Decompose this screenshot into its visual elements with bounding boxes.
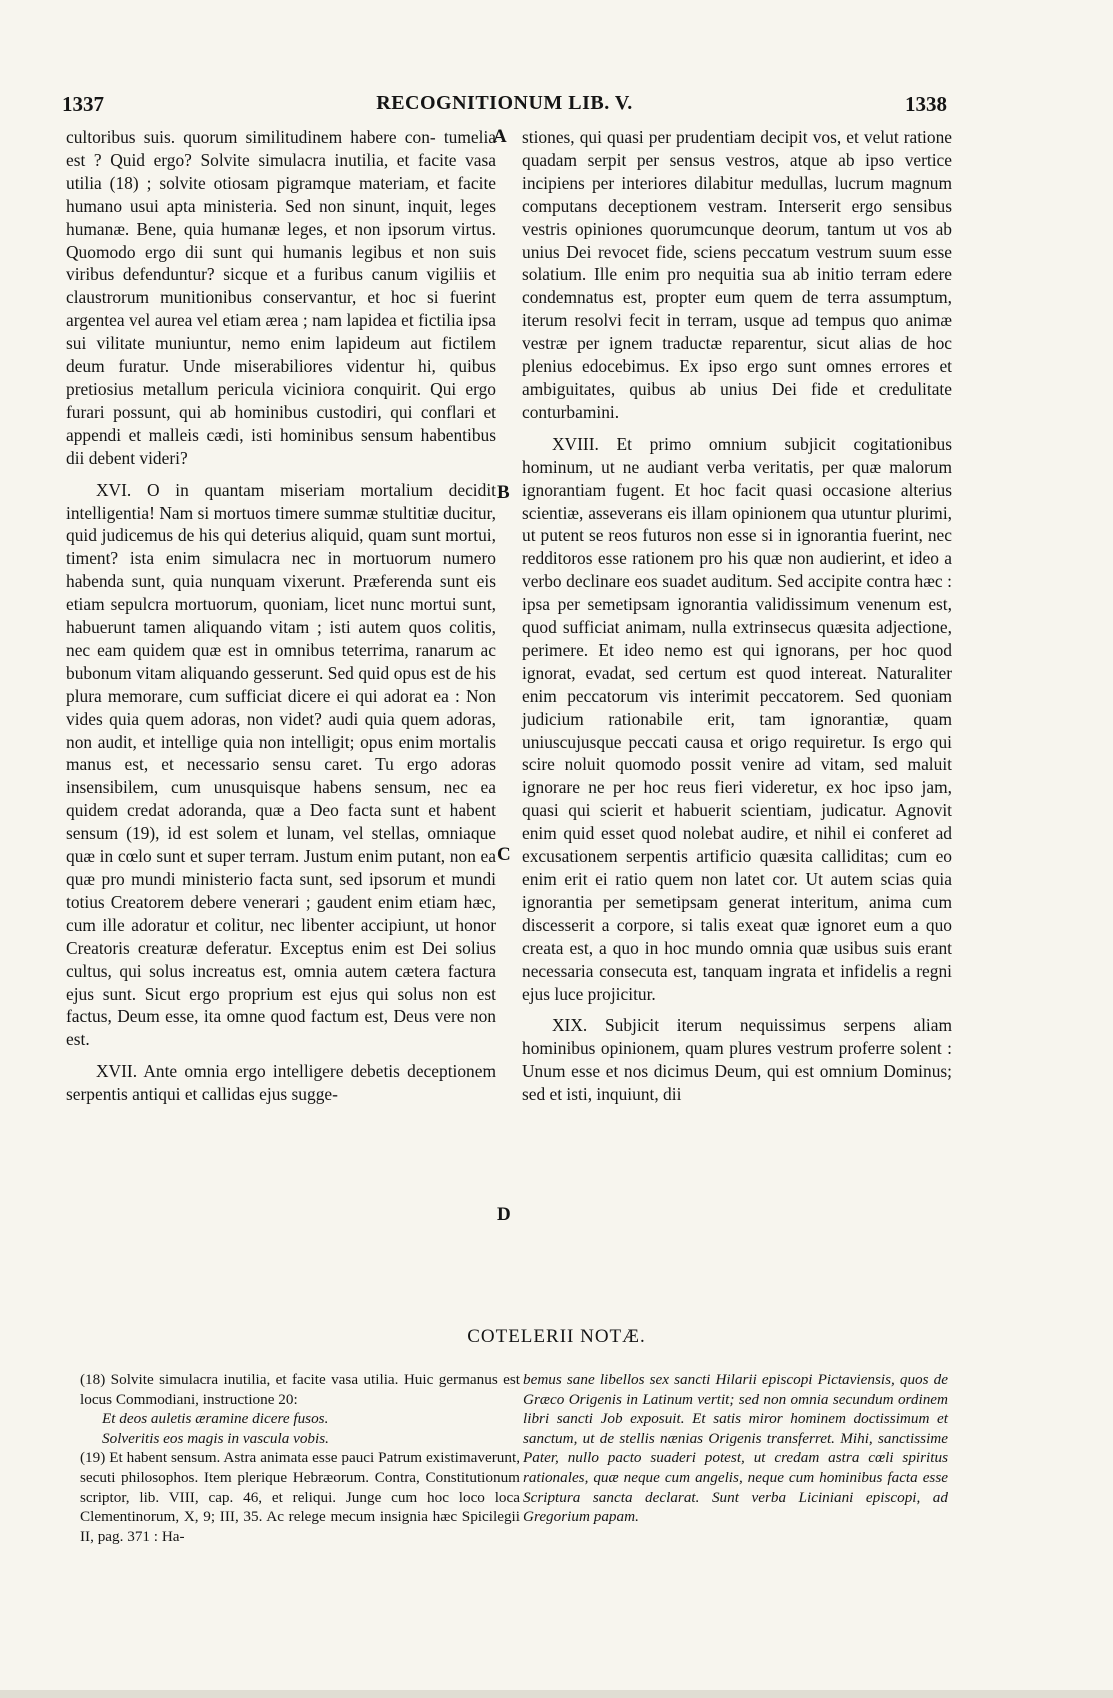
margin-mark-b: B bbox=[497, 482, 510, 503]
running-title: RECOGNITIONUM LIB. V. bbox=[376, 92, 633, 114]
notes-left-column bbox=[80, 1370, 520, 1546]
verse-line: Solveritis eos magis in vascula vobis. bbox=[102, 1429, 329, 1447]
scan-edge bbox=[0, 1690, 1113, 1698]
chapter-xviii: XVIII. Et primo omnium subjicit cogitationibus hominum, ut ne audiant verba veritatis, per quæ malorum ignorantiam fugent. Et hoc facit quasi occasione alterius scientiæ, asseverans eis illam opinionem qua utuntur plurimi, ut putent se reos futuros non esse si in ignorantia fuerint, nec redditoros esse rationem pro his quæ non audierint, et ideo a verbo declinare eos suadet auditum. Sed accipite contra hæc : ipsa per semetipsam ignorantia validissimum venenum est, quod sufficiat animam, nulla extrinsecus quæsita adjectione, perimere. Et ideo nemo est qui ignorans, per hoc quod ignorat, evadat, sed certum est quod intereat. Naturaliter enim peccatorum vis interimit peccatorem. Sed quoniam judicium rationabile erit, tam ignorantiæ, quam uniuscujusque peccati causa et origo requiretur. Is ergo qui scire noluit quomodo possit venire ad vitam, sed maluit ignorare ne per hoc reus fieri videretur, ex hoc ipso jam, quasi qui scierit et habuerit scientiam, judicatur. Agnovit enim quid esset quod nolebat audire, et nihil ei conferet ad excusationem serpentis artificio quæsita calliditas; cum eo enim erit ei ratio quem non latet cor. Ut autem scias quia ignorantia per semetipsam generat interitum, anima cum discesserit a corpore, si talis exeat quæ ignoret eum a quo creata est, a quo in hoc mundo omnia quæ usibus suis erant necessaria consecuta est, tanquam ingrata et infidelis a regni ejus luce projicitur. bbox=[522, 433, 952, 1004]
footnote-18: (18) Solvite simulacra inutilia, et facite vasa utilia. Huic germanus est locus Commodiani, instructione 20: bbox=[80, 1371, 520, 1408]
right-column bbox=[522, 126, 952, 1106]
chapter-xvi: XVI. O in quantam miseriam mortalium decidit intelligentia! Nam si mortuos timere summæ stultitiæ ducitur, quid judicemus de his qui deterius aliquid, quam sunt mortui, timent? ista enim simulacra nec in mortuorum numero habenda sunt, quia nunquam vixerunt. Præferenda sunt eis etiam sepulcra mortuorum, quoniam, licet nunc mortui sunt, habuerunt tamen aliquando vitam ; isti autem quos colitis, nec eam quidem quæ est in omnibus teterrima, ranarum ac bubonum vitam aliquando gesserunt. Sed quid opus est de his plura memorare, cum sufficiat dicere ei qui adorat ea : Non vides quia quem adoras, non videt? audi quia quem adoras, non audit, et intellige quia non intelligit; opus enim mortalis manus est, et necessario sensu caret. Tu ergo adoras insensibilem, cum unusquisque habens sensum, nec ea quidem credat adoranda, quæ a Deo facta sunt et habent sensum (19), id est solem et lunam, vel stellas, omniaque quæ in cœlo sunt et super terram. Justum enim putant, non ea quæ pro mundi ministerio facta sunt, sed ipsorum et mundi totius Creatorem debere venerari ; gaudent enim etiam hæc, cum ille adoratur et colitur, nec libenter accipiunt, ut honor Creatoris creaturæ deferatur. Exceptus enim est Dei solius cultus, qui solus increatus est, omnia autem cætera factura ejus sunt. Sicut ergo proprium est ejus qui solus non est factus, Deum esse, ita omne quod factum est, Deus vere non est. bbox=[66, 479, 496, 1050]
paragraph: cultoribus suis. quorum similitudinem habere con- tumelia est ? Quid ergo? Solvite simulacra inutilia, et facite vasa utilia (18) ; solvite otiosam pigramque materiam, et facite humano usui apta ministeria. Sed non sinunt, inquit, leges humanæ. Bene, quia humanæ leges, et non ipsorum virtus. Quomodo ergo dii sunt qui humanis legibus et non suis viribus defenduntur? sicque et a furibus canum vigiliis et claustrorum munitionibus conservantur, et hoc si fuerint argentea vel aurea vel etiam ærea ; nam lapidea et fictilia ipsa sui vilitate muniuntur, nemo enim lapideum aut fictilem deum furatur. Unde miserabiliores videntur hi, quibus pretiosius metallum pericula viciniora conquirit. Qui ergo furari possunt, qui ab hominibus custodiri, qui conflari et appendi et malleis cædi, isti hominibus sensum habentibus dii debent videri? bbox=[66, 127, 496, 468]
notes-right-column bbox=[523, 1370, 948, 1527]
page-number-left: 1337 bbox=[62, 92, 104, 116]
margin-mark-a: A bbox=[493, 126, 507, 147]
margin-mark-c: C bbox=[497, 844, 511, 865]
notes-heading: COTELERII NOTÆ. bbox=[467, 1326, 646, 1347]
paragraph: stiones, qui quasi per prudentiam decipit vos, et velut ratione quadam serpit per sensus vestros, atque ab ipso vertice incipiens per interiores dilabitur medullas, lucrum magnum computans deceptionem vestram. Interserit ergo sensibus vestris opiniones quorumcunque deorum, tantum ut vos ab unius Dei revocet fide, sciens peccatum vestrum suum esse solatium. Ille enim pro nequitia sua ab initio terram edere condemnatus est, propter eum quem de terra assumptum, iterum resolvi fecit in terram, usque ad tempus quo animæ vestræ per ignem traductæ reparentur, sicut alias de hoc plenius edocebimus. Ex ipso ergo sunt omnes errores et ambiguitates, quibus ab unius Dei fide et credulitate conturbamini. bbox=[522, 127, 952, 422]
page-number-right: 1338 bbox=[905, 92, 947, 116]
running-header bbox=[62, 92, 947, 122]
verse-line: Et deos auletis æramine dicere fusos. bbox=[102, 1410, 329, 1428]
footnote-19: (19) Et habent sensum. Astra animata esse pauci Patrum existimaverunt, secuti philosophos. Item plerique Hebræorum. Contra, Constitutionum scriptor, lib. VIII, cap. 46, et reliqui. Junge cum hoc loco loca Clementinorum, X, 9; III, 35. Ac relege mecum insignia hæc Spicilegii II, pag. 371 : Ha- bbox=[80, 1449, 520, 1545]
footnote-continuation: bemus sane libellos sex sancti Hilarii episcopi Pictaviensis, quos de Græco Origenis in Latinum vertit; sed non omnia secundum ordinem libri sancti Job exposuit. Et satis miror hominem doctissimum et sanctum, ut de stellis nænias Origenis transferret. Mihi, sanctissime Pater, nullo pacto suaderi potest, ut credam astra cœli spiritus rationales, quæ neque cum angelis, neque cum hominibus facta esse Scriptura sancta declarat. Sunt verba Liciniani episcopi, ad Gregorium papam. bbox=[523, 1371, 948, 1526]
chapter-xix: XIX. Subjicit iterum nequissimus serpens aliam hominibus opinionem, quam plures vestrum proferre solent : Unum esse et nos dicimus Deum, qui est omnium Dominus; sed et isti, inquiunt, dii bbox=[522, 1015, 952, 1105]
margin-mark-d: D bbox=[497, 1204, 511, 1225]
left-column bbox=[66, 126, 496, 1106]
chapter-xvii: XVII. Ante omnia ergo intelligere debetis deceptionem serpentis antiqui et callidas ejus sugge- bbox=[66, 1061, 496, 1105]
